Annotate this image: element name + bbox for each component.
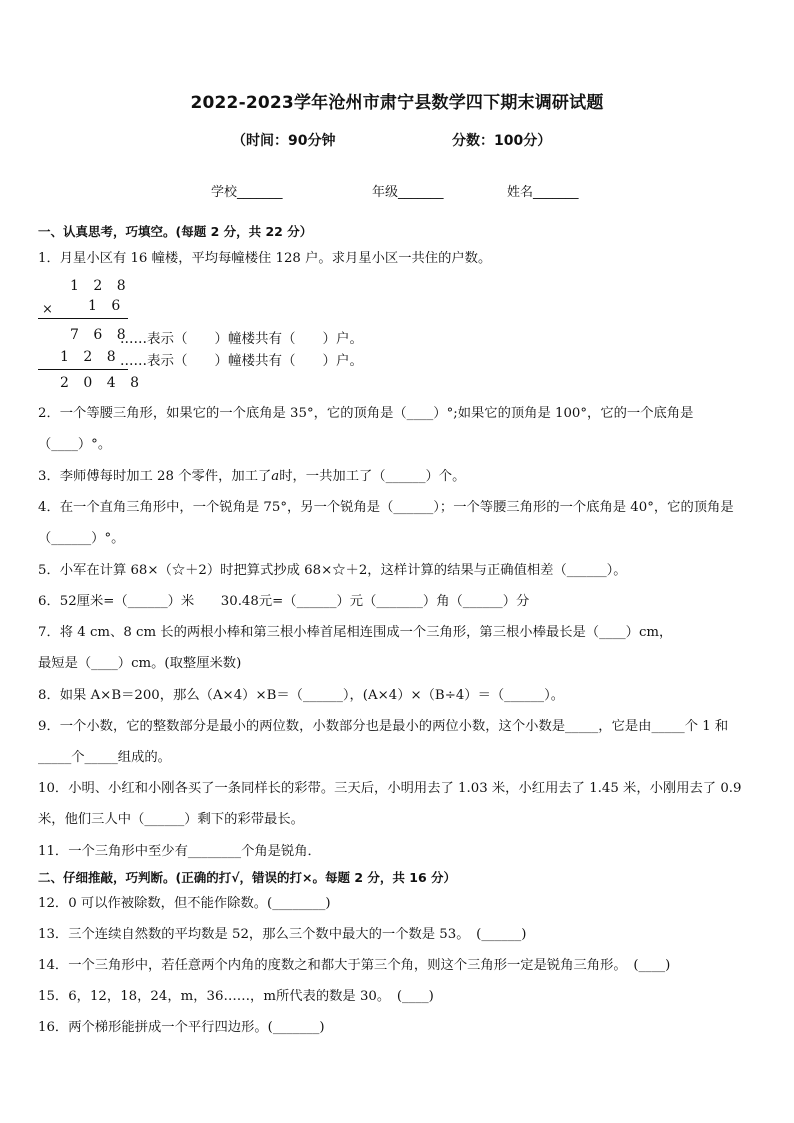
exam-score: 分数：100分） [452,133,552,149]
question-12: 12．0 可以作被除数，但不能作除数。(________) [38,896,331,911]
partial-product-1-note: ……表示（ ）幢楼共有（ ）户。 [120,331,363,347]
question-8: 8．如果 A×B＝200，那么（A×4）×B＝（______），(A×4）×（B÷4）＝（______）。 [38,688,565,703]
name-field: 姓名_______ [507,185,579,200]
question-10-line-1: 10．小明、小红和小刚各买了一条同样长的彩带。三天后，小明用去了 1.03 米，小红用去了 1.45 米，小刚用去了 0.9 [38,781,742,796]
question-13: 13．三个连续自然数的平均数是 52，那么三个数中最大的一个数是 53。 (______) [38,927,527,942]
calc-rule-1 [38,318,128,319]
multiplicand: 1 2 8 [70,278,131,294]
partial-product-2: 1 2 8 [60,349,121,365]
question-5: 5．小军在计算 68×（☆＋2）时把算式抄成 68×☆＋2，这样计算的结果与正确值相差（______）。 [38,563,627,578]
partial-product-1: 7 6 8 [70,327,131,343]
calc-rule-2 [38,369,128,370]
grade-field: 年级_______ [372,185,444,200]
question-1: 1．月星小区有 16 幢楼，平均每幢楼住 128 户。求月星小区一共住的户数。 [38,251,492,266]
page-title: 2022-2023学年沧州市肃宁县数学四下期末调研试题 [190,93,604,113]
question-7-line-2: 最短是（____）cm。(取整厘米数) [38,656,242,671]
multiplier: 1 6 [88,298,126,314]
question-16: 16．两个梯形能拼成一个平行四边形。(_______) [38,1020,325,1035]
question-10-line-2: 米，他们三人中（______）剩下的彩带最长。 [38,812,304,827]
question-7-line-1: 7．将 4 cm、8 cm 长的两根小棒和第三根小棒首尾相连围成一个三角形，第三根小棒最长是（____）cm， [38,625,673,640]
question-14: 14．一个三角形中，若任意两个内角的度数之和都大于第三个角，则这个三角形一定是锐角三角形。 (____) [38,958,671,973]
section-1-heading: 一、认真思考，巧填空。(每题 2 分，共 22 分） [38,224,313,239]
partial-product-2-note: ……表示（ ）幢楼共有（ ）户。 [120,353,363,369]
question-11: 11．一个三角形中至少有________个角是锐角． [38,844,321,859]
product-result: 2 0 4 8 [60,375,144,391]
question-4-line-1: 4．在一个直角三角形中，一个锐角是 75°，另一个锐角是（______）；一个等腰三角形的一个底角是 40°，它的顶角是 [38,500,734,515]
question-6: 6．52厘米=（______）米 30.48元=（______）元（_______）角（______）分 [38,594,530,609]
question-3: 3．李师傅每时加工 28 个零件，加工了𝑎时，一共加工了（______）个。 [38,469,466,484]
question-9-line-2: _____个_____组成的。 [38,750,171,765]
question-4-line-2: （______）°。 [38,531,125,546]
school-field: 学校_______ [211,185,283,200]
question-2-line-1: 2．一个等腰三角形，如果它的一个底角是 35°，它的顶角是（____）°;如果它的顶角是 100°，它的一个底角是 [38,406,694,421]
times-sign: × [42,302,53,317]
question-15: 15．6，12，18，24，m，36……，m所代表的数是 30。 (____) [38,989,434,1004]
section-2-heading: 二、仔细推敲，巧判断。(正确的打√，错误的打×。每题 2 分，共 16 分） [38,870,457,885]
exam-time: （时间：90分钟 [232,133,336,149]
question-2-line-2: （____）°。 [38,437,112,452]
question-9-line-1: 9．一个小数，它的整数部分是最小的两位数，小数部分也是最小的两位小数，这个小数是_____，它是由_____个 1 和 [38,719,729,734]
